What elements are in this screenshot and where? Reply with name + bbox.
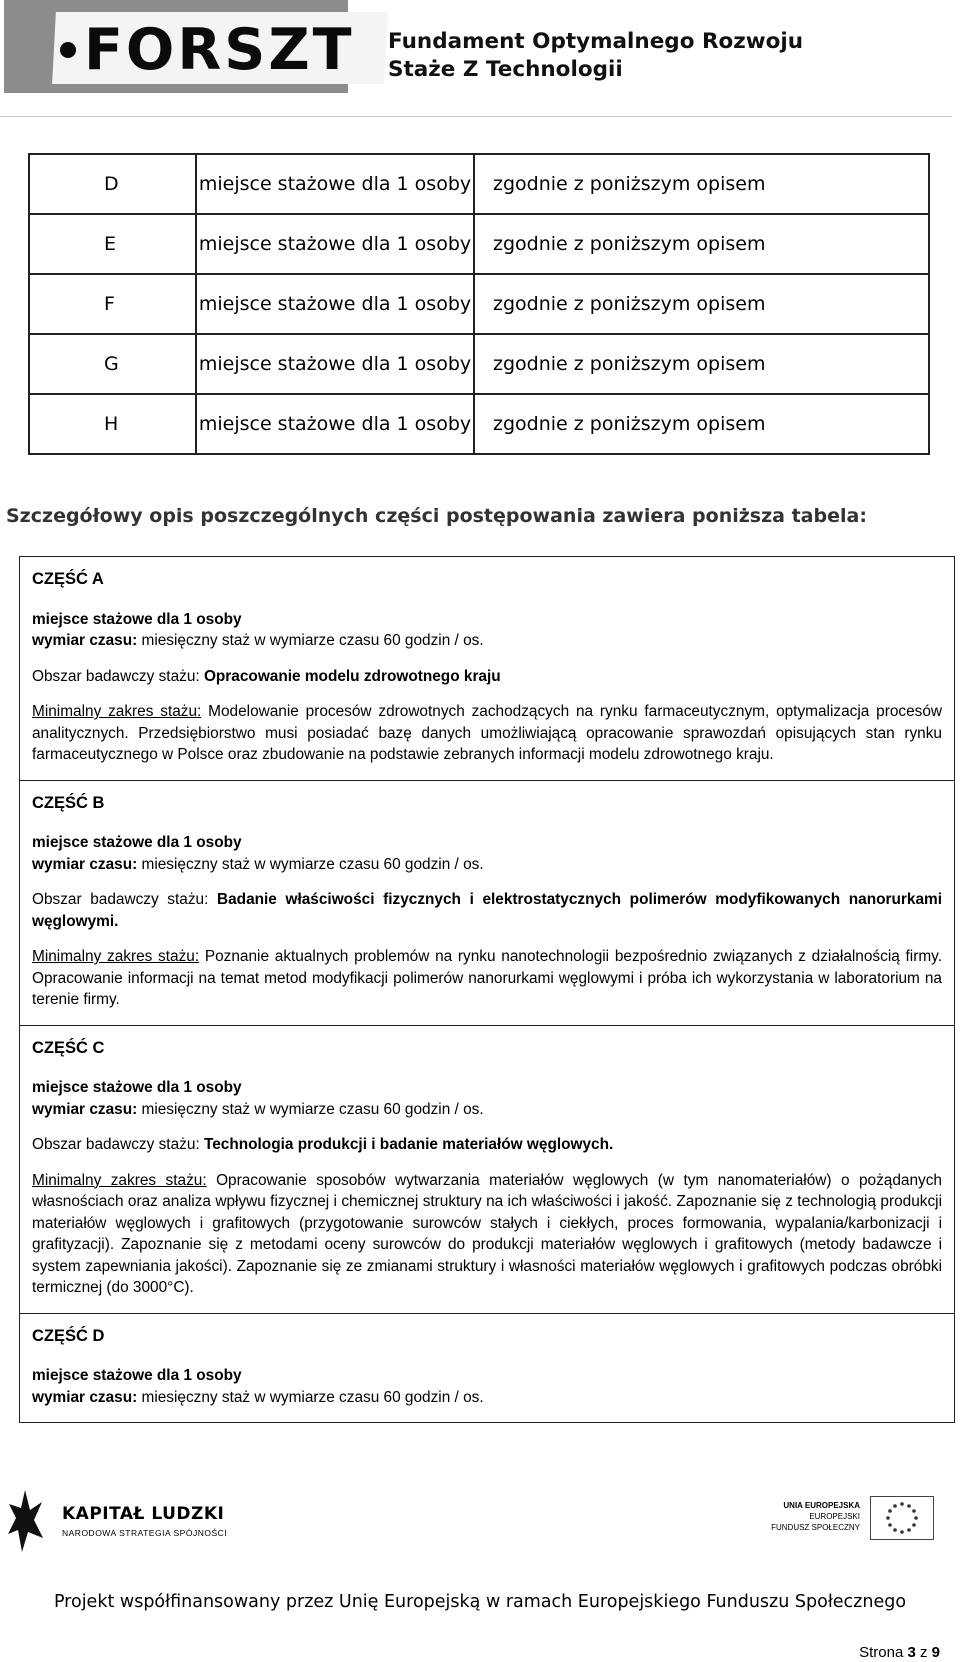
part-description: zgodnie z poniższym opisem <box>474 334 929 394</box>
part-description: zgodnie z poniższym opisem <box>474 274 929 334</box>
part-letter: G <box>29 334 196 394</box>
part-section-c <box>20 1026 954 1314</box>
research-area <box>32 666 942 688</box>
part-letter: F <box>29 274 196 334</box>
section-intro: Szczegółowy opis poszczególnych części postępowania zawiera poniższa tabela: <box>6 505 867 527</box>
time-value: miesięczny staż w wymiarze czasu 60 godzin / os. <box>137 632 484 649</box>
logo-word: FORSZT <box>84 17 355 83</box>
forszt-logo <box>4 0 355 93</box>
area-label: Obszar badawczy stażu: <box>32 667 204 685</box>
scope-value: Poznanie aktualnych problemów na rynku nanotechnologii bezpośrednio związanych z działalnością firmy. Opracowanie informacji na temat metod modyfikacji polimerów nanorurkami węglowymi i próba ich wykorzystania w laboratorium na terenie firmy. <box>32 948 942 1008</box>
time-line <box>32 630 942 652</box>
part-slot: miejsce stażowe dla 1 osoby <box>196 214 474 274</box>
scope-label: Minimalny zakres stażu: <box>32 948 200 965</box>
slot-label: miejsce stażowe dla 1 osoby <box>32 1367 242 1384</box>
cofunding-note: Projekt współfinansowany przez Unię Europejską w ramach Europejskiego Funduszu Społecznego <box>53 1592 907 1612</box>
time-line <box>32 1099 942 1121</box>
page-separator: z <box>915 1644 932 1661</box>
time-label: wymiar czasu: <box>32 632 138 649</box>
kapital-ludzki-star-icon <box>6 1488 44 1554</box>
eu-line1: UNIA EUROPEJSKA <box>783 1501 860 1510</box>
part-letter: E <box>29 214 196 274</box>
table-row <box>29 214 929 274</box>
scope-label: Minimalny zakres stażu: <box>32 1171 207 1189</box>
time-label: wymiar czasu: <box>32 855 138 873</box>
part-slot: miejsce stażowe dla 1 osoby <box>196 154 474 214</box>
area-label: Obszar badawczy stażu: <box>32 1136 204 1153</box>
page-current: 3 <box>907 1644 916 1661</box>
area-label: Obszar badawczy stażu: <box>32 891 217 908</box>
logo-dot <box>60 42 76 58</box>
part-description: zgodnie z poniższym opisem <box>474 394 929 454</box>
part-heading: CZĘŚĆ C <box>32 1038 105 1057</box>
part-section-d <box>20 1314 954 1423</box>
minimum-scope <box>32 701 942 766</box>
part-heading: CZĘŚĆ B <box>32 793 105 812</box>
header-title-line2: Staże Z Technologii <box>388 57 623 82</box>
part-slot: miejsce stażowe dla 1 osoby <box>196 334 474 394</box>
time-value: miesięczny staż w wymiarze czasu 60 godzin / os. <box>137 1100 484 1118</box>
part-description: zgodnie z poniższym opisem <box>474 214 929 274</box>
part-letter: D <box>29 154 196 214</box>
part-section-a <box>20 557 954 781</box>
part-slot: miejsce stażowe dla 1 osoby <box>196 274 474 334</box>
kapital-ludzki-subtitle: NARODOWA STRATEGIA SPÓJNOŚCI <box>62 1528 228 1538</box>
part-heading: CZĘŚĆ A <box>32 570 104 588</box>
time-line <box>32 854 942 876</box>
slot-label: miejsce stażowe dla 1 osoby <box>32 610 242 628</box>
part-slot: miejsce stażowe dla 1 osoby <box>196 394 474 454</box>
time-line <box>32 1387 942 1409</box>
table-row <box>29 274 929 334</box>
parts-table <box>28 153 930 455</box>
slot-label: miejsce stażowe dla 1 osoby <box>32 834 242 851</box>
area-value: Badanie właściwości fizycznych i elektrostatycznych polimerów modyfikowanych nanorurkami węglowymi. <box>32 891 942 930</box>
page-header <box>0 0 960 118</box>
header-divider <box>0 116 952 117</box>
time-value: miesięczny staż w wymiarze czasu 60 godzin / os. <box>137 855 484 873</box>
footer-logos <box>0 1488 960 1558</box>
research-area <box>32 889 942 932</box>
header-title <box>388 28 803 84</box>
part-heading: CZĘŚĆ D <box>32 1326 105 1345</box>
eu-line3: FUNDUSZ SPOŁECZNY <box>771 1523 860 1532</box>
time-label: wymiar czasu: <box>32 1388 138 1406</box>
part-description: zgodnie z poniższym opisem <box>474 154 929 214</box>
table-row <box>29 334 929 394</box>
scope-value: Modelowanie procesów zdrowotnych zachodzących na rynku farmaceutycznym, optymalizacja procesów analitycznych. Przedsiębiorstwo musi posiadać bazę danych umożliwiającą opracowanie sprawozdań opisujących stan rynku farmaceutycznego w Polsce oraz zbudowanie na podstawie zebranych informacji modelu zdrowotnego kraju. <box>32 703 943 763</box>
scope-label: Minimalny zakres stażu: <box>32 703 202 720</box>
area-value: Technologia produkcji i badanie materiałów węglowych. <box>203 1136 614 1153</box>
page-prefix: Strona <box>859 1644 908 1661</box>
page-total: 9 <box>931 1644 940 1661</box>
part-section-b <box>20 781 954 1026</box>
details-table <box>19 556 955 1423</box>
table-row <box>29 154 929 214</box>
minimum-scope <box>32 1170 942 1299</box>
page-number <box>859 1644 940 1661</box>
time-value: miesięczny staż w wymiarze czasu 60 godzin / os. <box>137 1388 484 1406</box>
eu-flag-icon <box>870 1496 934 1540</box>
slot-label: miejsce stażowe dla 1 osoby <box>32 1079 242 1096</box>
scope-value: Opracowanie sposobów wytwarzania materiałów węglowych (w tym nanomateriałów) o pożądanych własnościach oraz analiza wpływu fizycznej i chemicznej struktury na ich właściwości i jakość. Zapoznanie się z technologią produkcji materiałów węglowych i grafitowych (przygotowanie surowców stałych i ciekłych, proces formowania, wypalania/karbonizacji i grafityzacji). Zapoznanie się z metodami oceny surowców do produkcji materiałów węglowych i grafitowych (metody badawcze i system zapewniania jakości). Zapoznanie się ze zmianami struktury i własności materiałów węglowych i grafitowych podczas obróbki termicznej (do 3000°C). <box>32 1171 942 1296</box>
eu-line2: EUROPEJSKI <box>809 1512 860 1521</box>
table-row <box>29 394 929 454</box>
research-area <box>32 1134 942 1156</box>
minimum-scope <box>32 946 942 1011</box>
area-value: Opracowanie modelu zdrowotnego kraju <box>203 667 501 685</box>
eu-fund-label <box>760 1500 860 1533</box>
header-title-line1: Fundament Optymalnego Rozwoju <box>388 29 804 54</box>
part-letter: H <box>29 394 196 454</box>
kapital-ludzki-title: KAPITAŁ LUDZKI <box>62 1504 225 1524</box>
time-label: wymiar czasu: <box>32 1100 138 1118</box>
